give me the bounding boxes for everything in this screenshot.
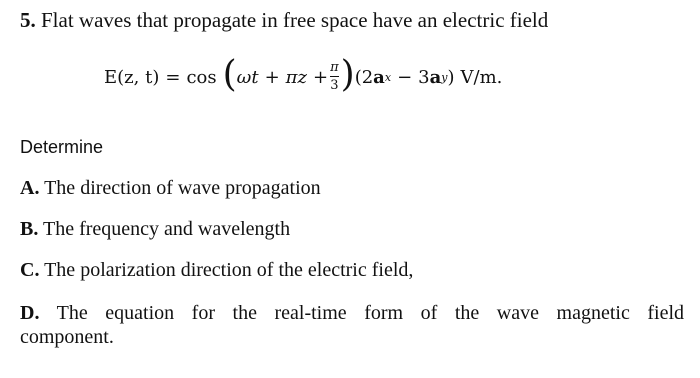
equation-equals: =: [165, 66, 181, 88]
equation-units: V/m.: [460, 66, 503, 88]
item-c-label: C.: [20, 259, 40, 281]
item-c-text: The polarization direction of the electric field,: [44, 259, 414, 281]
unit-vector-x-sub: x: [384, 70, 392, 84]
equation-lhs: E(z, t): [104, 66, 160, 88]
item-a-label: A.: [20, 177, 40, 199]
equation-minus: −: [397, 66, 413, 88]
item-a-text: The direction of wave propagation: [44, 177, 321, 199]
problem-statement: [20, 8, 548, 33]
equation-open-paren: (: [222, 54, 237, 95]
vector-open-paren: (: [354, 66, 362, 88]
item-b-text: The frequency and wavelength: [42, 218, 291, 240]
problem-text: Flat waves that propagate in free space have an electric field: [41, 8, 549, 32]
coef-y: 3: [418, 66, 430, 88]
item-b-label: B.: [20, 218, 39, 240]
item-d-label: D.: [20, 302, 40, 324]
equation-omega-t: ωt: [236, 66, 259, 88]
question-item-b: [20, 218, 290, 241]
unit-vector-x: a: [373, 66, 385, 88]
unit-vector-y: a: [429, 66, 442, 88]
question-item-d: [20, 300, 684, 326]
vector-close-paren: ): [447, 66, 455, 88]
question-item-c: [20, 259, 413, 282]
fraction-numerator: π: [330, 59, 339, 75]
coef-x: 2: [361, 66, 374, 88]
equation-plus-1: +: [264, 66, 280, 88]
electric-field-equation: [104, 55, 502, 99]
question-item-a: [20, 177, 321, 200]
equation-plus-2: +: [313, 66, 329, 88]
determine-label: Determine: [20, 137, 104, 157]
equation-fraction: [330, 61, 339, 92]
fraction-denominator: 3: [330, 77, 339, 93]
equation-pi-z: πz: [285, 66, 307, 88]
item-d-text: The equation for the real-time form of the wave magnetic field: [56, 302, 685, 324]
equation-close-paren: ): [340, 54, 355, 95]
problem-number: 5.: [20, 8, 36, 32]
equation-cos: cos: [186, 66, 217, 88]
unit-vector-y-sub: y: [441, 70, 448, 84]
item-d-continuation: component.: [20, 326, 114, 348]
